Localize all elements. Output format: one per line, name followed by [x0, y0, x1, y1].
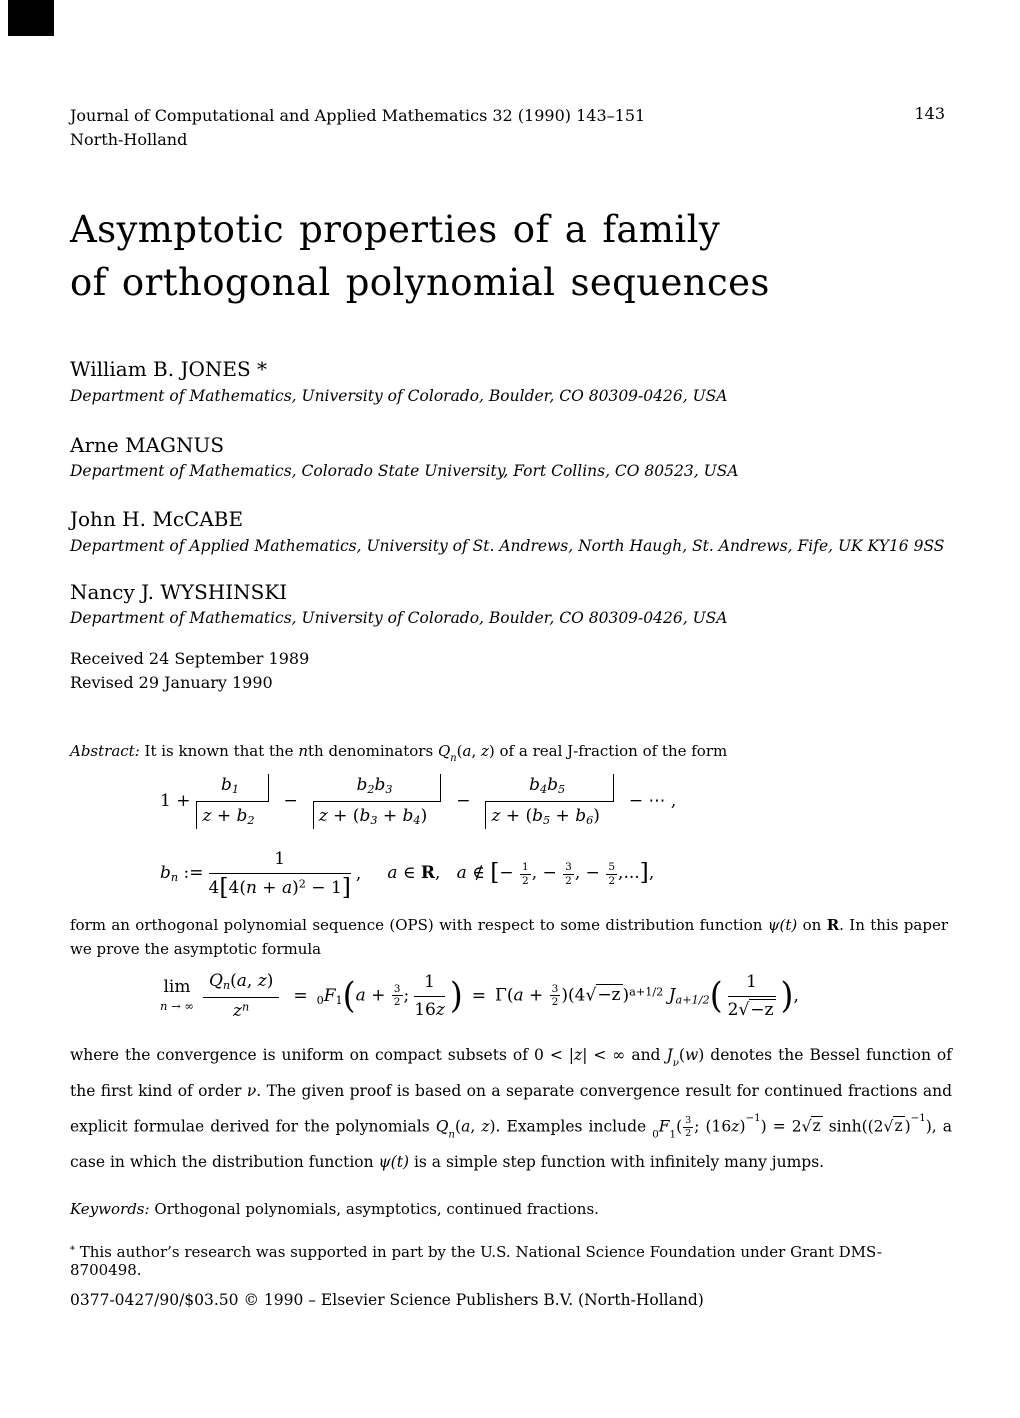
bn-definition-formula — [160, 848, 654, 900]
author-name: William B. JONES * — [70, 357, 268, 381]
received-date: Received 24 September 1989 — [70, 649, 310, 668]
formula-lead: 1 + — [160, 791, 191, 812]
author-name: Arne MAGNUS — [70, 433, 225, 457]
page-number: 143 — [914, 104, 945, 123]
body-paragraph: where the convergence is uniform on compact subsets of 0 < |z| < ∞ and $J_\nu(w)$ denotes the Bessel function of the first kind of order ν. The given proof is based on a separate convergence result for continued fractions and explicit formulae derived for the polynomials $Q_n(a$, z). Examples include $_0F_1$( $\frac{3}{2}$ ; $(16z)^{-1}) = 2√z$ sinh((2√z )$^{-1}$), a case in which the distribution function ψ(t) is a simple step function with infinitely many jumps. — [70, 1046, 953, 1172]
lim-subscript: n → ∞ — [160, 999, 194, 1014]
imprint-line: 0377-0427/90/$03.50 © 1990 – Elsevier Science Publishers B.V. (North-Holland) — [70, 1291, 704, 1309]
formula-tail: − ⋯ , — [628, 791, 677, 812]
cf-numerator: b4b5 — [485, 774, 613, 802]
continued-fraction-formula — [160, 774, 685, 829]
footnote — [70, 1243, 950, 1279]
bn-lhs: bn := — [160, 863, 204, 885]
cf-numerator: b2b3 — [313, 774, 441, 802]
keywords-text: Orthogonal polynomials, asymptotics, continued fractions. — [149, 1200, 599, 1218]
journal-name-line: Journal of Computational and Applied Mathematics 32 (1990) 143–151 — [70, 106, 646, 125]
paper-title — [70, 203, 770, 309]
scan-artifact-mark — [8, 0, 54, 36]
comma: , — [793, 985, 799, 1006]
bn-condition: a ∈ R, a ∉ [− $\frac{1}{2}$ , − $\frac{3}{2}$ , − $\frac{5}{2}$ ,...], — [387, 858, 655, 887]
equals-sign: = — [293, 985, 308, 1006]
gamma-bessel-expression: Γ(a + $\frac{3}{2}$ )(4√−z )$^{a+1/2}$ Ja+1/2 — [495, 982, 710, 1009]
cf-term — [196, 774, 268, 829]
cf-term — [485, 774, 613, 829]
author-affiliation: Department of Applied Mathematics, University of St. Andrews, North Haugh, St. Andrews, Fife, UK KY16 9SS — [70, 537, 945, 555]
equals-sign: = — [471, 985, 487, 1006]
abstract-text: Abstract: It is known that the nth denominators $Q_n(a$, z) of a real J-fraction of the form — [70, 742, 728, 765]
footnote-text: This author’s research was supported in part by the U.S. National Science Foundation under Grant DMS-8700498. — [70, 1243, 882, 1279]
limit-operator — [160, 979, 194, 1012]
left-paren: ( — [342, 974, 356, 1016]
journal-header — [70, 104, 645, 152]
lim-word: lim — [163, 977, 191, 998]
fraction-denominator: 16z — [414, 999, 445, 1020]
cf-term — [313, 774, 441, 829]
hypergeometric-arg: a + $\frac{3}{2}$ ; — [355, 982, 410, 1009]
fraction-numerator: 1 — [728, 971, 776, 997]
cf-denominator: z + (b3 + b4) — [313, 802, 441, 829]
footnote-asterisk: * — [70, 1244, 75, 1256]
cf-denominator: z + (b5 + b6) — [485, 802, 613, 829]
right-paren: ) — [780, 974, 794, 1016]
right-paren: ) — [449, 974, 463, 1016]
paper-title-line2: of orthogonal polynomial sequences — [70, 261, 770, 304]
hypergeometric-symbol: 0F1 — [316, 985, 343, 1007]
fraction-numerator: 1 — [414, 971, 445, 997]
author-affiliation: Department of Mathematics, Colorado State University, Fort Collins, CO 80523, USA — [70, 462, 739, 480]
bn-fraction — [209, 848, 351, 900]
author-name: Nancy J. WYSHINSKI — [70, 580, 288, 604]
cf-denominator: z + b2 — [196, 802, 268, 829]
fraction-numerator: Qn(a, z) — [203, 970, 279, 998]
keywords-line — [70, 1200, 599, 1218]
publisher-line: North-Holland — [70, 130, 188, 149]
body-paragraph: form an orthogonal polynomial sequence (OPS) with respect to some distribution function ψ(t) on R. In this paper we prove the asymptotic formula — [70, 916, 948, 958]
left-paren: ( — [709, 974, 723, 1016]
arg-fraction — [414, 971, 445, 1021]
minus-operator: − — [456, 791, 471, 812]
comma: , — [355, 863, 362, 884]
author-affiliation: Department of Mathematics, University of Colorado, Boulder, CO 80309-0426, USA — [70, 387, 728, 405]
fraction-denominator: $4[4(n + a)^2 - 1]$ — [208, 873, 351, 902]
author-name: John H. McCABE — [70, 507, 244, 531]
manuscript-dates — [70, 647, 309, 695]
minus-operator: − — [283, 791, 298, 812]
limit-formula — [160, 970, 799, 1022]
revised-date: Revised 29 January 1990 — [70, 673, 273, 692]
keywords-label: Keywords: — [70, 1200, 150, 1218]
cf-numerator: b1 — [196, 774, 268, 802]
fraction-denominator: 2√−z — [727, 999, 774, 1020]
fraction-numerator: 1 — [209, 848, 351, 874]
author-affiliation: Department of Mathematics, University of Colorado, Boulder, CO 80309-0426, USA — [70, 609, 728, 627]
fraction-denominator: $z^n$ — [233, 1000, 250, 1021]
qn-fraction — [203, 970, 279, 1022]
bessel-arg-fraction — [728, 971, 776, 1021]
paper-title-line1: Asymptotic properties of a family — [70, 208, 721, 251]
